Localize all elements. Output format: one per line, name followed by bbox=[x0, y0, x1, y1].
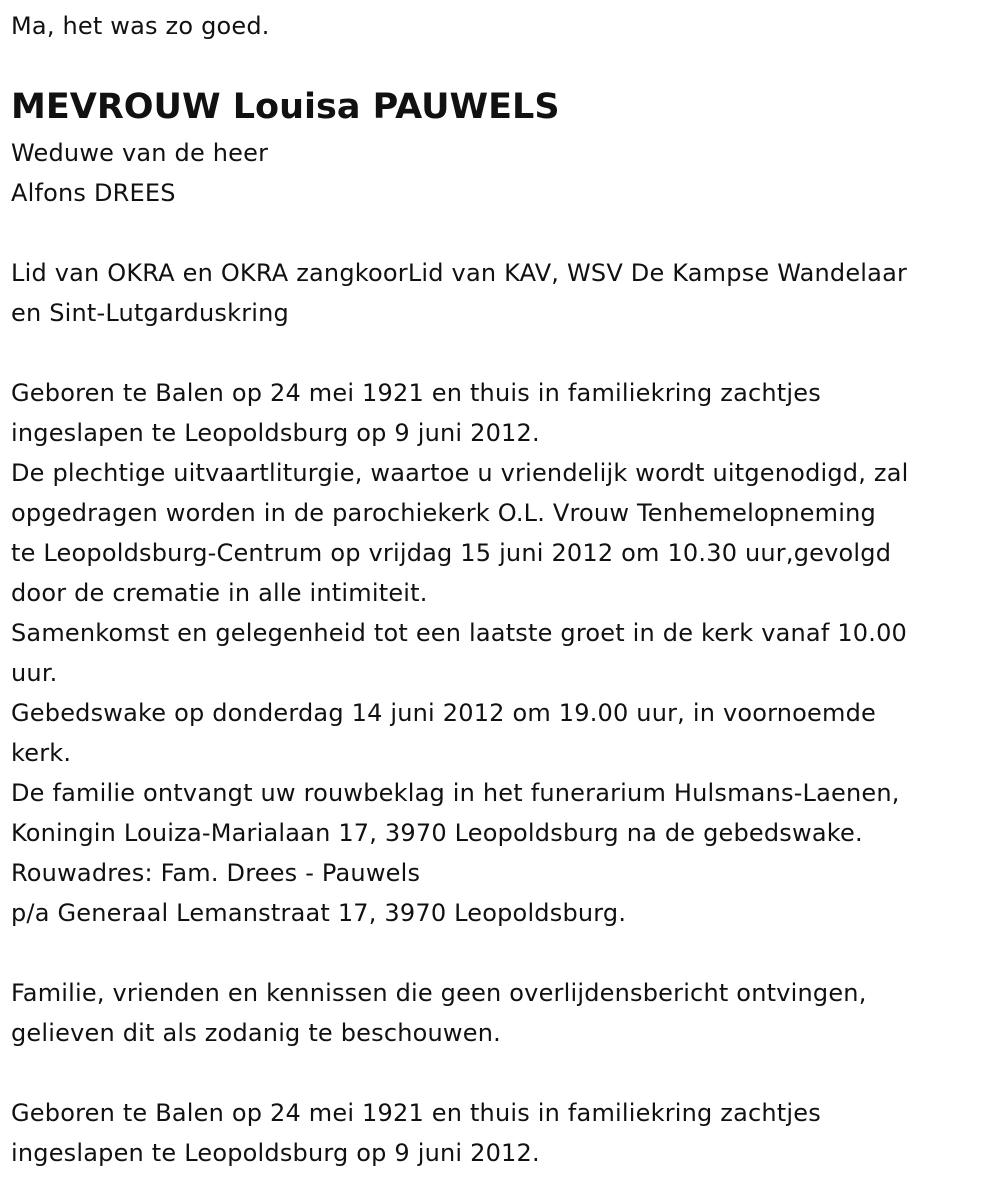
closing-line: Geboren te Balen op 24 mei 1921 en thuis in familiekring zachtjes bbox=[11, 1099, 821, 1127]
body-paragraph bbox=[11, 373, 996, 933]
widow-line-2: Alfons DREES bbox=[11, 179, 176, 207]
body-line: p/a Generaal Lemanstraat 17, 3970 Leopoldsburg. bbox=[11, 899, 627, 927]
spacer bbox=[11, 333, 996, 373]
membership-line-1: Lid van OKRA en OKRA zangkoorLid van KAV, WSV De Kampse Wandelaar bbox=[11, 259, 908, 287]
notice-paragraph bbox=[11, 973, 996, 1053]
closing-paragraph bbox=[11, 1093, 996, 1173]
body-line: ingeslapen te Leopoldsburg op 9 juni 2012. bbox=[11, 419, 540, 447]
body-line: Gebedswake op donderdag 14 juni 2012 om 19.00 uur, in voornoemde bbox=[11, 699, 876, 727]
body-line: Samenkomst en gelegenheid tot een laatste groet in de kerk vanaf 10.00 bbox=[11, 619, 908, 647]
spacer bbox=[11, 213, 996, 253]
closing-line: ingeslapen te Leopoldsburg op 9 juni 2012. bbox=[11, 1139, 540, 1167]
body-line: uur. bbox=[11, 659, 58, 687]
body-line: door de crematie in alle intimiteit. bbox=[11, 579, 428, 607]
spacer bbox=[11, 933, 996, 973]
spacer bbox=[11, 1053, 996, 1093]
body-line: De plechtige uitvaartliturgie, waartoe u vriendelijk wordt uitgenodigd, zal bbox=[11, 459, 909, 487]
body-line: Rouwadres: Fam. Drees - Pauwels bbox=[11, 859, 421, 887]
body-line: opgedragen worden in de parochiekerk O.L. Vrouw Tenhemelopneming bbox=[11, 499, 876, 527]
notice-line: Familie, vrienden en kennissen die geen overlijdensbericht ontvingen, bbox=[11, 979, 867, 1007]
body-line: kerk. bbox=[11, 739, 72, 767]
notice-line: gelieven dit als zodanig te beschouwen. bbox=[11, 1019, 501, 1047]
widow-line-1: Weduwe van de heer bbox=[11, 139, 269, 167]
body-line: Koningin Louiza-Marialaan 17, 3970 Leopoldsburg na de gebedswake. bbox=[11, 819, 863, 847]
deceased-name: MEVROUW Louisa PAUWELS bbox=[11, 87, 560, 127]
membership-line-2: en Sint-Lutgarduskring bbox=[11, 299, 289, 327]
body-line: De familie ontvangt uw rouwbeklag in het funerarium Hulsmans-Laenen, bbox=[11, 779, 900, 807]
body-line: Geboren te Balen op 24 mei 1921 en thuis in familiekring zachtjes bbox=[11, 379, 821, 407]
obituary-document bbox=[11, 6, 996, 1173]
intro-line: Ma, het was zo goed. bbox=[11, 12, 270, 40]
body-line: te Leopoldsburg-Centrum op vrijdag 15 juni 2012 om 10.30 uur,gevolgd bbox=[11, 539, 892, 567]
